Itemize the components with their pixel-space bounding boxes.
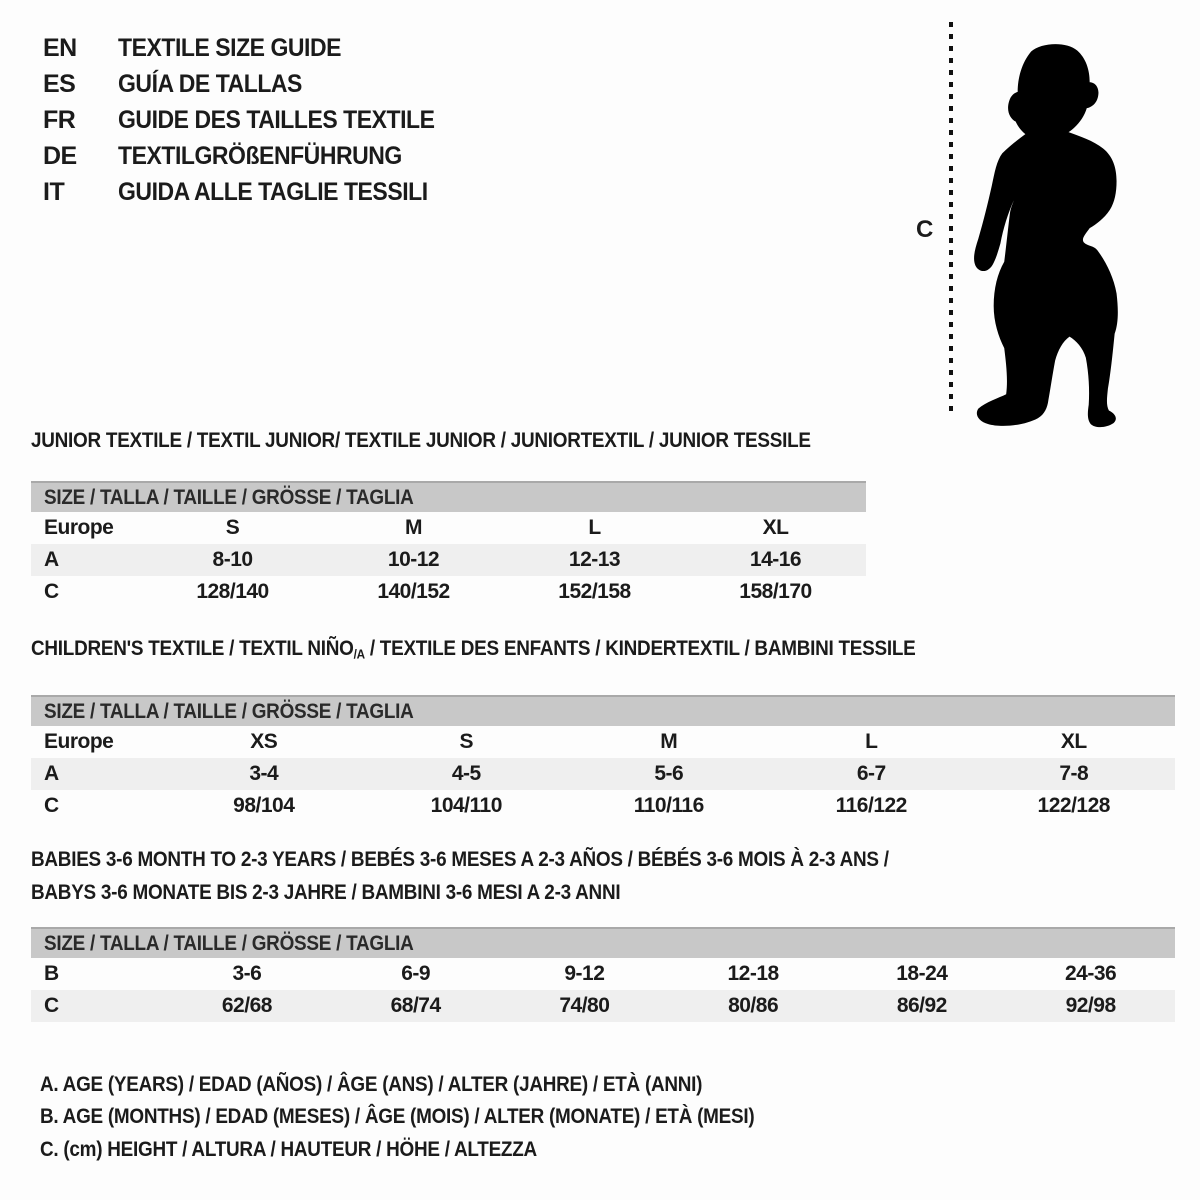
size-cell: XS (250, 730, 278, 754)
row-label: B (44, 962, 59, 985)
babies-title-line2: BABYS 3-6 MONATE BIS 2-3 JAHRE / BAMBINI 3-6 MESI A 2-3 ANNI (31, 879, 621, 904)
babies-section-title (31, 843, 1175, 908)
language-row-de (43, 138, 462, 174)
size-cell: 3-4 (249, 762, 279, 786)
size-cell: XL (762, 516, 789, 539)
babies-title-line1: BABIES 3-6 MONTH TO 2-3 YEARS / BEBÉS 3-6 MESES A 2-3 AÑOS / BÉBÉS 3-6 MOIS À 2-3 ANS / (31, 847, 889, 871)
size-cell: 140/152 (377, 580, 450, 603)
guide-title: TEXTILGRÖßENFÜHRUNG (118, 141, 402, 170)
size-cell: 6-9 (401, 962, 431, 985)
language-code: FR (43, 105, 76, 134)
size-cell: L (588, 516, 601, 539)
size-cell: 14-16 (749, 548, 802, 571)
size-cell: 62/68 (221, 994, 272, 1017)
language-row-es (43, 66, 462, 102)
row-label: C (44, 794, 59, 818)
language-code: EN (43, 33, 77, 62)
size-cell: 80/86 (728, 994, 779, 1017)
legend-text: A. AGE (YEARS) / EDAD (AÑOS) / ÂGE (ANS) / ALTER (JAHRE) / ETÀ (ANNI) (40, 1071, 703, 1096)
baby-height-figure (900, 12, 1162, 428)
row-label: A (44, 548, 59, 571)
table-row-height (31, 576, 866, 608)
children-title-sub: /A (353, 646, 365, 662)
figure-height-label: C (916, 216, 934, 243)
table-row-height (31, 990, 1175, 1022)
row-label: C (44, 580, 59, 603)
baby-silhouette-graphic (900, 12, 1162, 428)
size-header-bar (31, 482, 866, 512)
size-cell: S (225, 516, 240, 539)
children-title-pre: CHILDREN'S TEXTILE / TEXTIL NIÑO (31, 636, 354, 660)
size-cell: 24-36 (1065, 962, 1117, 985)
table-row-age (31, 758, 1175, 790)
guide-title: TEXTILE SIZE GUIDE (118, 33, 342, 62)
table-header-row (31, 696, 1175, 726)
children-title-text (31, 637, 916, 665)
legend-text: C. (cm) HEIGHT / ALTURA / HAUTEUR / HÖHE / ALTEZZA (40, 1136, 537, 1161)
size-cell: 3-6 (232, 962, 262, 985)
size-cell: 104/110 (430, 794, 502, 818)
size-cell: L (865, 730, 878, 754)
size-cell: 122/128 (1037, 794, 1110, 818)
size-header-bar (31, 928, 1175, 958)
row-label: Europe (44, 730, 114, 754)
babies-size-table (31, 927, 1175, 1022)
size-cell: 12-18 (727, 962, 779, 985)
junior-size-table (31, 481, 866, 608)
size-cell: 74/80 (559, 994, 610, 1017)
size-cell: S (459, 730, 474, 754)
children-section-title (31, 637, 1175, 665)
size-cell: 7-8 (1059, 762, 1089, 786)
language-row-en (43, 30, 462, 66)
size-header-bar (31, 696, 1175, 726)
size-cell: 18-24 (896, 962, 948, 985)
table-row-europe (31, 726, 1175, 758)
size-cell: M (405, 516, 423, 539)
section-children (31, 637, 1175, 822)
children-size-table (31, 695, 1175, 822)
language-list (43, 30, 462, 210)
table-header-row (31, 928, 1175, 958)
table-row-europe (31, 512, 866, 544)
size-cell: 92/98 (1065, 994, 1116, 1017)
size-cell: M (660, 730, 678, 754)
size-cell: 116/122 (835, 794, 907, 818)
legend-line-a (40, 1068, 852, 1101)
size-cell: XL (1060, 730, 1087, 754)
size-cell: 86/92 (896, 994, 947, 1017)
section-babies (31, 843, 1175, 1022)
legend-line-b (40, 1101, 852, 1134)
size-cell: 5-6 (654, 762, 684, 786)
language-code: ES (43, 69, 76, 98)
guide-title: GUIDE DES TAILLES TEXTILE (118, 105, 435, 134)
size-cell: 9-12 (564, 962, 605, 985)
junior-title-text: JUNIOR TEXTILE / TEXTIL JUNIOR/ TEXTILE JUNIOR / JUNIORTEXTIL / JUNIOR TESSILE (31, 428, 811, 452)
size-header-text: SIZE / TALLA / TAILLE / GRÖSSE / TAGLIA (44, 699, 414, 724)
language-code: IT (43, 177, 65, 206)
language-row-it (43, 174, 462, 210)
table-row-height (31, 790, 1175, 822)
size-cell: 68/74 (390, 994, 441, 1017)
size-cell: 110/116 (633, 794, 704, 818)
size-header-text: SIZE / TALLA / TAILLE / GRÖSSE / TAGLIA (44, 931, 414, 955)
junior-section-title (31, 429, 866, 451)
guide-title: GUÍA DE TALLAS (118, 69, 302, 98)
row-label: C (44, 994, 59, 1017)
section-junior (31, 429, 866, 608)
legend (40, 1068, 852, 1166)
size-cell: 10-12 (387, 548, 440, 571)
size-cell: 6-7 (856, 762, 886, 786)
size-cell: 12-13 (568, 548, 621, 571)
language-code: DE (43, 141, 77, 170)
table-row-age (31, 544, 866, 576)
legend-text: B. AGE (MONTHS) / EDAD (MESES) / ÂGE (MOIS) / ALTER (MONATE) / ETÀ (MESI) (40, 1104, 755, 1129)
size-cell: 152/158 (558, 580, 631, 603)
table-row-months (31, 958, 1175, 990)
row-label: Europe (44, 516, 114, 539)
language-row-fr (43, 102, 462, 138)
legend-line-c (40, 1133, 852, 1166)
baby-silhouette (974, 44, 1118, 427)
size-cell: 158/170 (739, 580, 812, 603)
size-cell: 128/140 (196, 580, 269, 603)
size-header-text: SIZE / TALLA / TAILLE / GRÖSSE / TAGLIA (44, 485, 414, 509)
size-cell: 4-5 (451, 762, 481, 786)
guide-title: GUIDA ALLE TAGLIE TESSILI (118, 177, 428, 206)
row-label: A (44, 762, 59, 786)
table-header-row (31, 482, 866, 512)
size-cell: 98/104 (233, 794, 295, 818)
size-cell: 8-10 (212, 548, 253, 571)
children-title-post: / TEXTILE DES ENFANTS / KINDERTEXTIL / BAMBINI TESSILE (364, 636, 916, 660)
